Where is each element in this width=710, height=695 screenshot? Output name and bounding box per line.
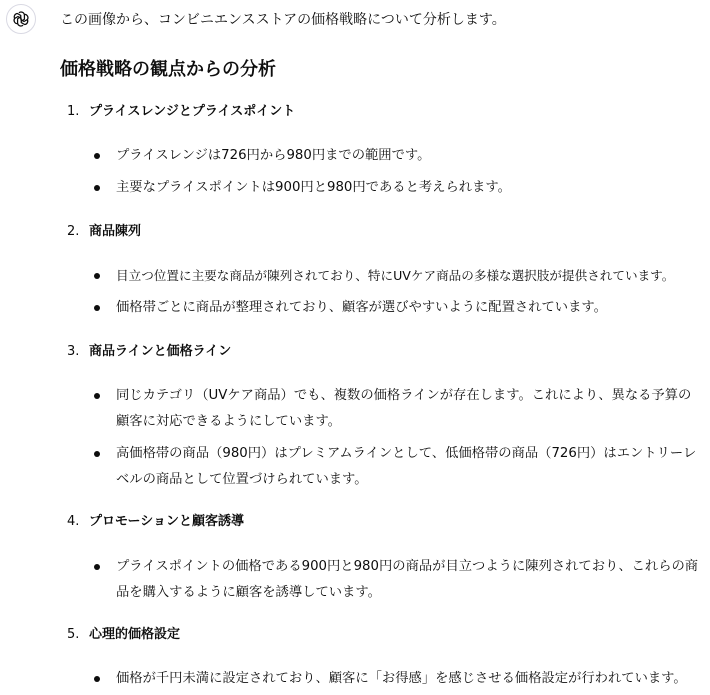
list-item-text: 同じカテゴリ（UVケア商品）でも、複数の価格ラインが存在します。これにより、異なる予算の顧客に対応できるようにしています。: [116, 388, 692, 429]
section-title-text: 心理的価格設定: [89, 627, 181, 642]
list-item: [116, 383, 700, 435]
list-item: [116, 263, 700, 289]
list-item: [116, 175, 700, 201]
list-item-text: 価格が千円未満に設定されており、顧客に「お得感」を感じさせる価格設定が行われています。: [116, 671, 687, 686]
section-number: 3.: [67, 344, 80, 359]
openai-logo-icon: [11, 9, 31, 29]
section-title: [67, 342, 231, 362]
section-title: [67, 102, 295, 122]
section-number: 4.: [67, 514, 80, 529]
section-title: [67, 512, 244, 532]
list-item-text: 高価格帯の商品（980円）はプレミアムラインとして、低価格帯の商品（726円）はエントリーレベルの商品として位置づけられています。: [116, 446, 697, 487]
list-item-text: 目立つ位置に主要な商品が陳列されており、特にUVケア商品の多様な選択肢が提供されています。: [116, 268, 675, 283]
list-item: [116, 441, 700, 493]
section-title: [67, 625, 180, 645]
list-item: [116, 554, 700, 606]
list-item-text: 主要なプライスポイントは900円と980円であると考えられます。: [116, 180, 511, 195]
section-number: 2.: [67, 224, 80, 239]
section-number: 1.: [67, 104, 80, 119]
section-number: 5.: [67, 627, 80, 642]
list-item: [116, 143, 700, 169]
section-title: [67, 222, 141, 242]
list-item: [116, 666, 700, 692]
list-item-text: 価格帯ごとに商品が整理されており、顧客が選びやすいように配置されています。: [116, 300, 607, 315]
message-intro: この画像から、コンビニエンスストアの価格戦略について分析します。: [60, 12, 506, 28]
section-title-text: 商品ラインと価格ライン: [89, 344, 232, 359]
section-title-text: プライスレンジとプライスポイント: [89, 104, 296, 119]
section-title-text: 商品陳列: [89, 224, 142, 239]
list-item-text: プライスポイントの価格である900円と980円の商品が目立つように陳列されており、これらの商品を購入するように顧客を誘導しています。: [116, 559, 699, 600]
list-item-text: プライスレンジは726円から980円までの範囲です。: [116, 148, 431, 163]
message-heading: 価格戦略の観点からの分析: [60, 59, 276, 80]
assistant-avatar: [6, 4, 36, 34]
list-item: [116, 295, 700, 321]
section-title-text: プロモーションと顧客誘導: [89, 514, 244, 529]
